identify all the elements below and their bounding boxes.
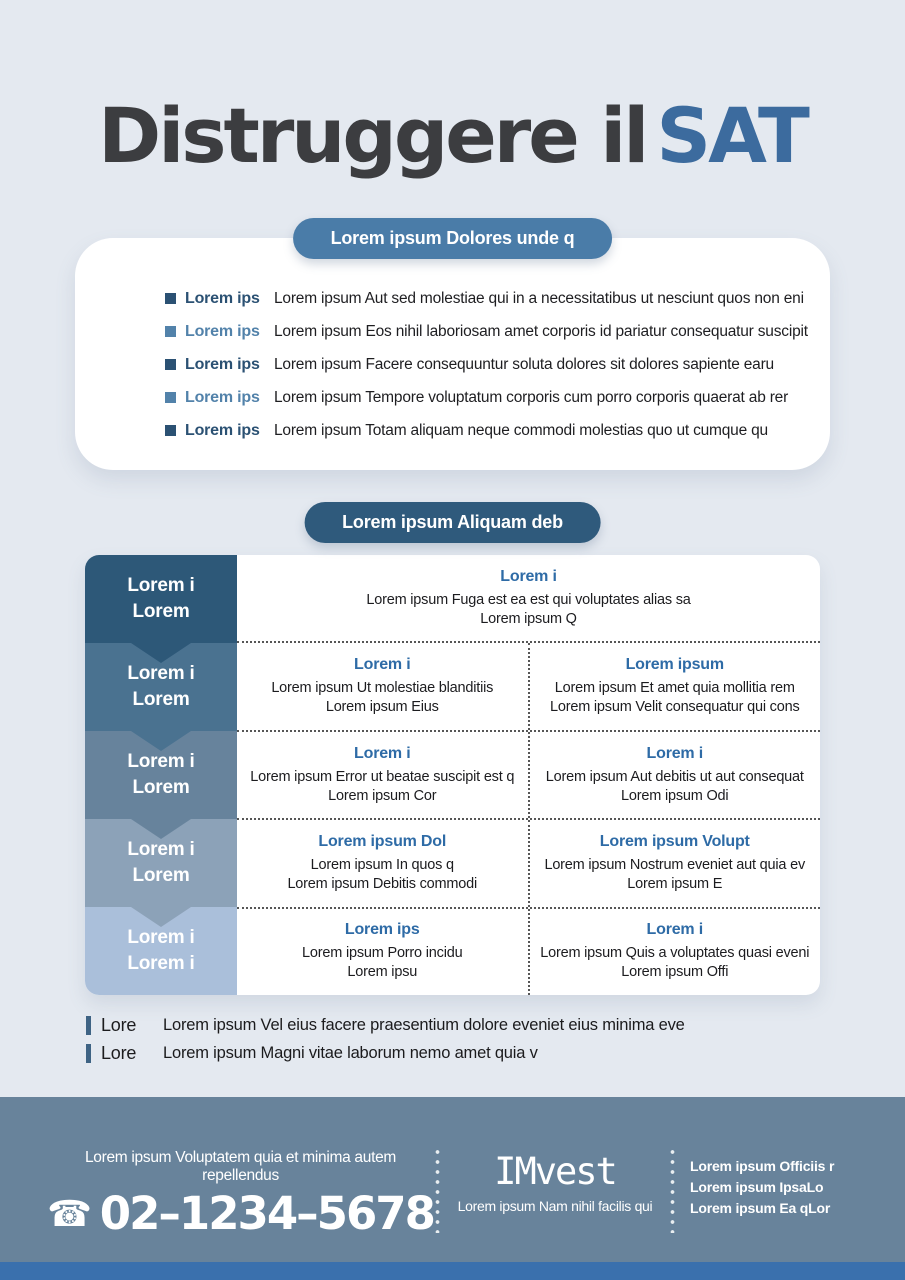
footer-info-line: Lorem ipsum Officiis r [690, 1158, 835, 1174]
list-item-text: Lorem ipsum Tempore voluptatum corporis cum porro corporis quaerat ab rer [274, 388, 789, 406]
page-title-accent: SAT [656, 91, 807, 180]
cell-header: Lorem i [354, 656, 411, 674]
side-cell-line: Lorem i [127, 953, 195, 974]
footer-info-line: Lorem ipsum IpsaLo [690, 1179, 824, 1195]
brand-subtitle: Lorem ipsum Nam nihil facilis qui [457, 1197, 653, 1214]
footnote [86, 1039, 685, 1067]
footer [0, 1097, 905, 1280]
list-item-text: Lorem ipsum Facere consequuntur soluta dolores sit dolores sapiente earu [274, 355, 774, 373]
square-bullet-icon [165, 392, 176, 403]
cell-header: Lorem i [354, 744, 411, 762]
cell-line: Lorem ipsum Cor [328, 787, 437, 804]
chevron-down-icon [131, 643, 191, 663]
list-item-label: Lorem ips [185, 421, 260, 439]
dotted-divider [435, 1147, 440, 1233]
page-title-main: Distruggere il [98, 91, 647, 180]
table-side-cell [85, 819, 237, 907]
cell-header: Lorem ips [344, 921, 420, 939]
section1-card [75, 238, 830, 470]
cell-line: Lorem ipsum In quos q [310, 856, 454, 873]
footnote [86, 1011, 685, 1039]
section1-list [75, 238, 830, 447]
side-cell-line: Lorem i [127, 839, 195, 860]
cell-line: Lorem ipsum Fuga est ea est qui voluptates alias sa [366, 591, 691, 608]
table-cell [528, 643, 821, 729]
page-title [0, 91, 905, 180]
cell-header: Lorem i [500, 567, 557, 585]
note-bar-icon [86, 1044, 91, 1063]
note-bar-icon [86, 1016, 91, 1035]
cell-line: Lorem ipsum Eius [325, 699, 439, 716]
footnote-label: Lore [101, 1042, 137, 1063]
cell-line: Lorem ipsum Et amet quia mollitia rem [554, 680, 795, 697]
list-item-text: Lorem ipsum Aut sed molestiae qui in a necessitatibus ut nesciunt quos non eni [274, 289, 804, 307]
cell-line: Lorem ipsum Porro incidu [302, 945, 463, 962]
side-cell-line: Lorem [132, 689, 190, 710]
table-side-cell [85, 731, 237, 819]
cell-line: Lorem ipsum Q [480, 610, 577, 627]
list-item-text: Lorem ipsum Totam aliquam neque commodi molestias quo ut cumque qu [274, 421, 768, 439]
table-cell [528, 732, 821, 818]
footer-contact-block [48, 1149, 433, 1239]
list-item [75, 282, 830, 315]
flow-table [85, 555, 820, 995]
table-cell [237, 555, 820, 641]
cell-line: Lorem ipsum Offi [621, 964, 729, 981]
footer-tagline: Lorem ipsum Voluptatem quia et minima autem repellendus [84, 1149, 397, 1184]
list-item-label: Lorem ips [185, 289, 260, 307]
table-body-column [237, 555, 820, 995]
cell-header: Lorem ipsum [625, 656, 724, 674]
side-cell-line: Lorem i [127, 663, 195, 684]
cell-header: Lorem i [646, 744, 703, 762]
cell-line: Lorem ipsum Ut molestiae blanditiis [271, 680, 494, 697]
footer-info-block [690, 1156, 834, 1219]
phone-number: 02–1234–5678 [99, 1187, 434, 1240]
list-item [75, 381, 830, 414]
table-row [237, 818, 820, 906]
square-bullet-icon [165, 425, 176, 436]
cell-header: Lorem ipsum Volupt [599, 832, 750, 850]
square-bullet-icon [165, 326, 176, 337]
list-item-text: Lorem ipsum Eos nihil laboriosam amet corporis id pariatur consequatur suscipit [274, 322, 808, 340]
table-side-cell [85, 907, 237, 995]
list-item [75, 414, 830, 447]
table-cell [237, 643, 528, 729]
chevron-down-icon [131, 731, 191, 751]
table-row [237, 641, 820, 729]
table-cell [237, 909, 528, 995]
list-item-label: Lorem ips [185, 388, 260, 406]
footer-brand-block [446, 1152, 664, 1214]
chevron-down-icon [131, 907, 191, 927]
cell-line: Lorem ipsum Debitis commodi [287, 875, 478, 892]
list-item-label: Lorem ips [185, 322, 260, 340]
table-cell [528, 909, 821, 995]
cell-line: Lorem ipsum Odi [621, 787, 729, 804]
side-cell-line: Lorem i [127, 927, 195, 948]
table-side-column [85, 555, 237, 995]
cell-line: Lorem ipsum Error ut beatae suscipit est q [250, 768, 515, 785]
table-cell [528, 820, 821, 906]
side-cell-line: Lorem i [127, 575, 195, 596]
footer-phone-row [48, 1189, 433, 1239]
section2-badge: Lorem ipsum Aliquam deb [304, 502, 601, 543]
cell-line: Lorem ipsu [347, 964, 418, 981]
brand-logo: IMvest [494, 1150, 616, 1193]
dotted-divider [670, 1147, 675, 1233]
side-cell-line: Lorem [132, 865, 190, 886]
side-cell-line: Lorem i [127, 751, 195, 772]
list-item [75, 348, 830, 381]
section1-badge: Lorem ipsum Dolores unde q [293, 218, 613, 259]
square-bullet-icon [165, 359, 176, 370]
phone-icon: ☎ [47, 1192, 92, 1234]
cell-header: Lorem ipsum Dol [318, 832, 447, 850]
list-item [75, 315, 830, 348]
cell-line: Lorem ipsum E [627, 875, 723, 892]
table-side-cell [85, 555, 237, 643]
cell-header: Lorem i [646, 921, 703, 939]
footnote-text: Lorem ipsum Magni vitae laborum nemo amet quia v [163, 1043, 538, 1062]
cell-line: Lorem ipsum Velit consequatur qui cons [549, 699, 800, 716]
square-bullet-icon [165, 293, 176, 304]
table-row [237, 555, 820, 641]
list-item-label: Lorem ips [185, 355, 260, 373]
cell-line: Lorem ipsum Quis a voluptates quasi eveni [540, 945, 810, 962]
table-side-cell [85, 643, 237, 731]
footnote-label: Lore [101, 1014, 137, 1035]
chevron-down-icon [131, 819, 191, 839]
table-row [237, 730, 820, 818]
footer-info-line: Lorem ipsum Ea qLor [690, 1200, 831, 1216]
side-cell-line: Lorem [132, 777, 190, 798]
footnote-text: Lorem ipsum Vel eius facere praesentium dolore eveniet eius minima eve [163, 1015, 685, 1034]
table-cell [237, 732, 528, 818]
bottom-accent-bar [0, 1262, 905, 1280]
footnotes [86, 1011, 685, 1067]
cell-line: Lorem ipsum Aut debitis ut aut consequat [545, 768, 804, 785]
side-cell-line: Lorem [132, 601, 190, 622]
table-row [237, 907, 820, 995]
cell-line: Lorem ipsum Nostrum eveniet aut quia ev [544, 856, 806, 873]
table-cell [237, 820, 528, 906]
